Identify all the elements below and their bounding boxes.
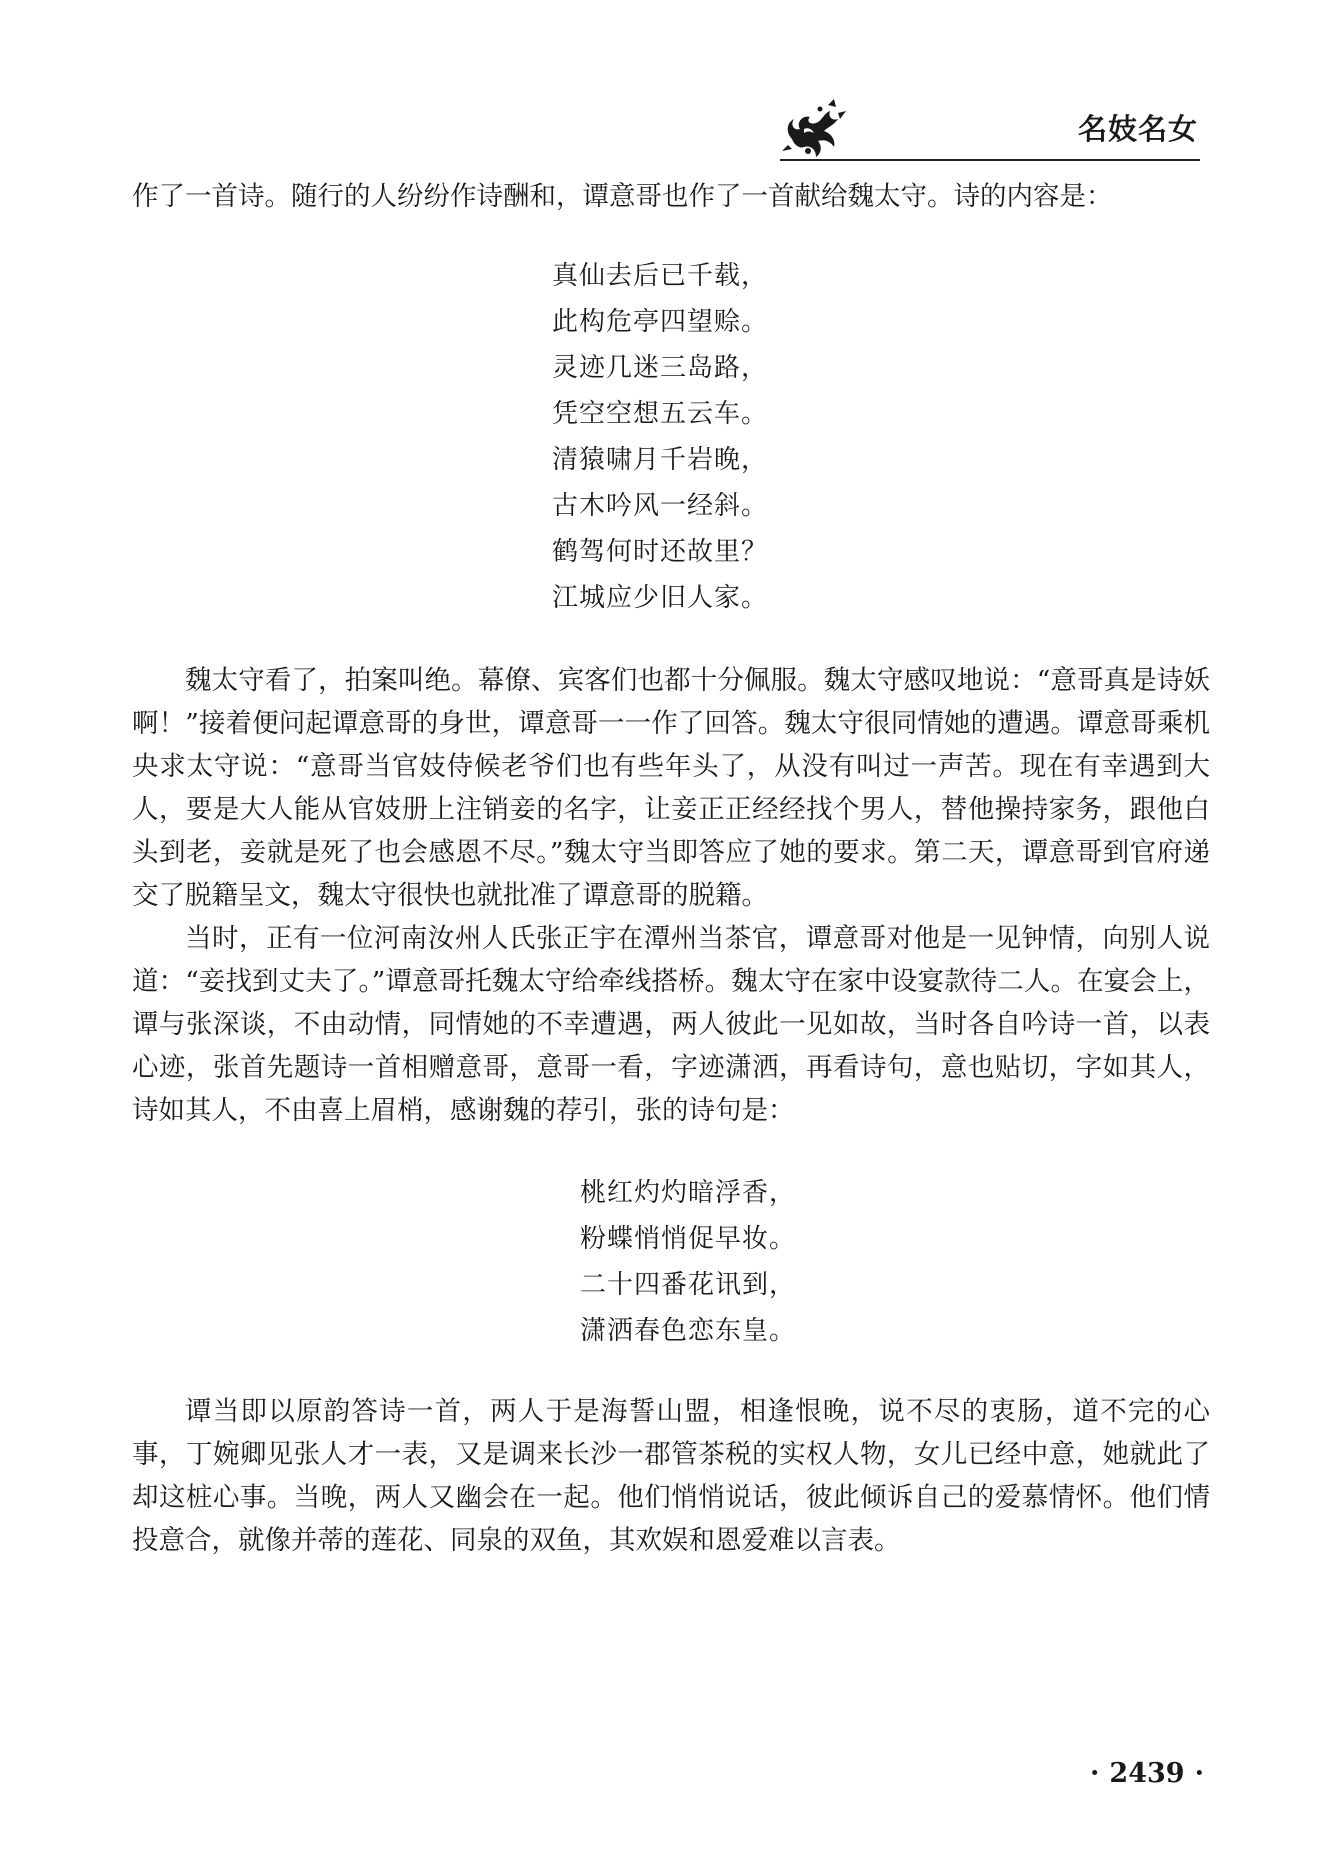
poem-line: 凭空空想五云车。	[552, 399, 769, 429]
page-number-bullet-right: ·	[1194, 1758, 1204, 1789]
paragraph-2: 魏太守看了，拍案叫绝。幕僚、宾客们也都十分佩服。魏太守感叹地说：“意哥真是诗妖啊！”接着便问起谭意哥的身世，谭意哥一一作了回答。魏太守很同情她的遭遇。谭意哥乘机央求太守说：“意哥当官妓侍候老爷们也有些年头了，从没有叫过一声苦。现在有幸遇到大人，要是大人能从官妓册上注销妾的名字，让妾正正经经找个男人，替他操持家务，跟他白头到老，妾就是死了也会感恩不尽。”魏太守当即答应了她的要求。第二天，谭意哥到官府递交了脱籍呈文，魏太守很快也就批准了谭意哥的脱籍。	[132, 665, 1210, 911]
paragraph-3: 当时，正有一位河南汝州人氏张正宇在潭州当茶官，谭意哥对他是一见钟情，向别人说道：“妾找到丈夫了。”谭意哥托魏太守给牵线搭桥。魏太守在家中设宴款待二人。在宴会上，谭与张深谈，不由动情，同情她的不幸遭遇，两人彼此一见如故，当时各自吟诗一首，以表心迹，张首先题诗一首相赠意哥，意哥一看，字迹潇洒，再看诗句，意也贴切，字如其人，诗如其人，不由喜上眉梢，感谢魏的荐引，张的诗句是：	[132, 923, 1210, 1126]
section-title: 名妓名女	[1077, 112, 1198, 146]
poem-2	[580, 1170, 1210, 1354]
page-content	[132, 175, 1210, 1562]
poem-line: 真仙去后已千载，	[552, 261, 769, 291]
poem-line: 灵迹几迷三岛路，	[552, 353, 769, 383]
poem-line: 江城应少旧人家。	[552, 583, 769, 613]
page-number-value: 2439	[1109, 1758, 1185, 1789]
page-number-bullet-left: ·	[1090, 1758, 1100, 1789]
poem-line: 桃红灼灼暗浮香，	[580, 1178, 797, 1208]
poem-1	[552, 253, 1210, 621]
paragraph-1: 作了一首诗。随行的人纷纷作诗酬和，谭意哥也作了一首献给魏太守。诗的内容是：	[132, 181, 1113, 212]
poem-line: 此构危亭四望赊。	[552, 307, 769, 337]
poem-line: 二十四番花讯到，	[580, 1270, 797, 1300]
page-header	[780, 95, 1200, 165]
poem-line: 粉蝶悄悄促早妆。	[580, 1224, 797, 1254]
page-number	[1080, 1758, 1214, 1789]
dragon-emblem-icon	[780, 95, 850, 163]
paragraph-4: 谭当即以原韵答诗一首，两人于是海誓山盟，相逢恨晚，说不尽的衷肠，道不完的心事，丁婉卿见张人才一表，又是调来长沙一郡管茶税的实权人物，女儿已经中意，她就此了却这桩心事。当晚，两人又幽会在一起。他们悄悄说话，彼此倾诉自己的爱慕情怀。他们情投意合，就像并蒂的莲花、同泉的双鱼，其欢娱和恩爱难以言表。	[132, 1396, 1210, 1556]
poem-line: 鹤驾何时还故里？	[552, 537, 769, 567]
poem-line: 潇洒春色恋东皇。	[580, 1316, 797, 1346]
poem-line: 清猿啸月千岩晚，	[552, 445, 769, 475]
header-rule	[780, 159, 1200, 161]
poem-line: 古木吟风一经斜。	[552, 491, 769, 521]
